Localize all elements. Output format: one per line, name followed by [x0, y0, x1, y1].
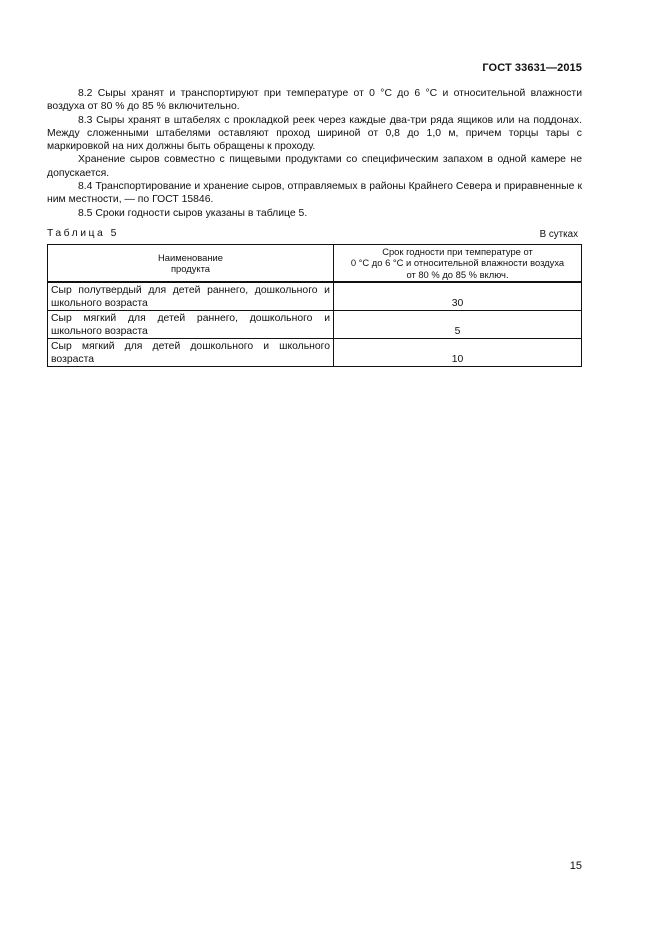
shelf-life-table	[47, 244, 582, 367]
product-name-cell: Сыр мягкий для детей раннего, дошкольного и школьного возраста	[48, 311, 334, 339]
header-product-name: Наименование продукта	[48, 245, 334, 283]
product-name-cell: Сыр полутвердый для детей раннего, дошкольного и школьного возраста	[48, 282, 334, 311]
shelf-life-cell: 10	[334, 339, 582, 367]
section-text	[47, 87, 582, 220]
table-caption: Таблица 5	[47, 228, 119, 239]
paragraph-8-5: 8.5 Сроки годности сыров указаны в таблице 5.	[78, 207, 308, 219]
shelf-life-cell: 30	[334, 282, 582, 311]
table-unit: В сутках	[539, 229, 578, 240]
header-shelf-life: Срок годности при температуре от 0 °C до 6 °C и относительной влажности воздуха от 80 % до 85 % включ.	[334, 245, 582, 283]
paragraph-8-4: 8.4 Транспортирование и хранение сыров, отправляемых в районы Крайнего Севера и приравненные к ним местности, — по ГОСТ 15846.	[47, 181, 582, 206]
table-row	[48, 339, 582, 367]
product-name-cell: Сыр мягкий для детей дошкольного и школьного возраста	[48, 339, 334, 367]
paragraph-storage-note: Хранение сыров совместно с пищевыми продуктами со специфическим запахом в одной камере не допускается.	[47, 154, 582, 179]
table-row	[48, 311, 582, 339]
table-caption-row	[47, 228, 582, 242]
table-row	[48, 282, 582, 311]
paragraph-8-2: 8.2 Сыры хранят и транспортируют при температуре от 0 °C до 6 °C и относительной влажности воздуха от 80 % до 85 % включительно.	[47, 88, 582, 113]
page-number: 15	[569, 860, 582, 872]
shelf-life-cell: 5	[334, 311, 582, 339]
paragraph-8-3: 8.3 Сыры хранят в штабелях с прокладкой реек через каждые два-три ряда ящиков или на поддонах. Между сложенными штабелями оставляют проход шириной от 0,8 до 1,0 м, причем торцы тары с маркировкой на них должны быть обращены к проходу.	[47, 114, 582, 153]
table-header-row	[48, 245, 582, 283]
document-standard-header: ГОСТ 33631—2015	[482, 62, 582, 74]
